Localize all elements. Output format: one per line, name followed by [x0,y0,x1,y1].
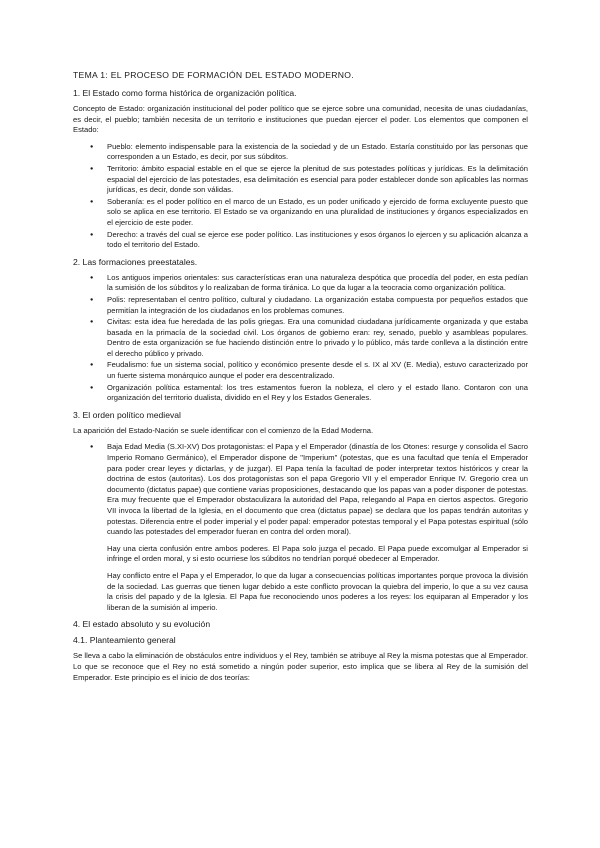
section-1-heading: 1. El Estado como forma histórica de organización política. [73,88,297,98]
section-2-heading: 2. Las formaciones preestatales. [73,256,198,267]
section-3-intro: La aparición del Estado-Nación se suele identificar con el comienzo de la Edad Moderna. [73,425,374,435]
list-item: ● Pueblo: elemento indispensable para la existencia de la sociedad y de un Estado. Estaría constituido por las personas que corresponden a un Estado, es decir, por sus súbditos. [107,142,528,163]
list-item: ● Territorio: ámbito espacial estable en el que se ejerce la plenitud de sus potestades políticas y jurídicas. Es la delimitación espacial del ejercicio de las potestades, esa delimitación es esencial para poder establecer donde son aplicables las normas jurídicas, es decir, donde son válidas. [107,164,528,196]
section-3-paragraph-2: Hay conflicto entre el Papa y el Emperador, lo que da lugar a consecuencias políticas importantes porque provoca la división de la sociedad. Las guerras que tienen lugar debido a este conflicto provocan la quiebra del imperio, lo que a su vez causa la crisis del papado y de la Iglesia. El Papa fue reconociendo unos poderes a los reyes: los equiparan al Emperador y los liberan de la sumisión al imperio. [107,570,528,612]
list-item: ● Derecho: a través del cual se ejerce ese poder político. Las instituciones y esos órganos lo ejercen y su aplicación alcanza a todo el territorio del Estado. [107,230,528,251]
list-item: ● Los antiguos imperios orientales: sus características eran una naturaleza despótica que procedía del poder, en esta pedían la sumisión de los súbditos y lo realizaban de forma tiránica. Lo que da lugar a la teocracia como organización política. [107,273,528,294]
section-3-heading: 3. El orden político medieval [73,409,181,420]
section-4-1-paragraph: Se lleva a cabo la eliminación de obstáculos entre individuos y el Rey, también se atribuye al Rey la misma potestas que al Emperador. Lo que se reconoce que el Rey no está sometido a ningún poder superior, esto implica que se libera al Rey de la sumisión del Emperador. Este principio es el inicio de dos teorías: [73,651,528,682]
section-3-paragraph-1: Hay una cierta confusión entre ambos poderes. El Papa solo juzga el pecado. El Papa puede excomulgar al Emperador si infringe el orden moral, y si esto ocurriese los súbditos no tendrían porqué obedecer al Emperador. [107,543,528,564]
section-4-1-heading: 4.1. Planteamiento general [73,635,176,646]
section-1-list [73,142,528,251]
list-item: ● Civitas: esta idea fue heredada de las polis griegas. Era una comunidad ciudadana jurídicamente organizada y que estaba basada en la primacía de la sociedad civil. Los órganos de gobierno eran: rey, senado, pueblo y asambleas populares. Dentro de esta organización se fue haciendo distinción entre lo privado y lo público, más tarde conlleva a la distinción entre el derecho público y privado. [107,317,528,359]
section-3-list [73,442,528,537]
section-1-intro: Concepto de Estado: organización institucional del poder político que se ejerce sobre una comunidad, necesita de unas ciudadanías, es decir, el pueblo; también necesita de un territorio e instituciones que puedan ejercer el poder. Los elementos que componen el Estado: [73,104,528,135]
list-item: ● Baja Edad Media (S.XI-XV) Dos protagonistas: el Papa y el Emperador (dinastía de los Otones: resurge y consolida el Sacro Imperio Romano Germánico), el Emperador dispone de "Imperium" (potestas, que es una facultad que tenía el Emperador para poder crear leyes y dictarlas, y de juzgar). El Papa tenía la facultad de poder interpretar textos históricos y crear la doctrina de estos (autoritas). Los dos protagonistas son el papa Gregorio VII y el emperador Enrique IV. Gregorio crea un documento (dictatus papae) que contiene varias proposiciones, destacando que los papas van a poder disponer de potestas. Era muy frecuente que el Emperador obstaculizara la autoridad del Papa, relegando al Papa en ciertos aspectos. Gregorio VII invoca la libertad de la Iglesia, en el documento que crea (dictatus papae) se declara que los papas tendrán autoritas y potestas. Diferencia entre el poder imperial y el poder papal: emperador potestas temporal y el Papa potestas espiritual (sólo cuando las potestades del emperador fueran en contra del orden moral). [107,442,528,537]
section-2-list [73,273,528,404]
document-title: TEMA 1: EL PROCESO DE FORMACIÓN DEL ESTADO MODERNO. [73,70,354,80]
list-item: ● Organización política estamental: los tres estamentos fueron la nobleza, el clero y el estado llano. Contaron con una organización del territorio dualista, dividido en el Rey y los Estados Generales. [107,383,528,404]
list-item: ● Polis: representaban el centro político, cultural y ciudadano. La organización estaba compuesta por pequeños estados que permitían la integración de los ciudadanos en los problemas comunes. [107,295,528,316]
list-item: ● Feudalismo: fue un sistema social, político y económico presente desde el s. IX al XV (E. Media), estuvo caracterizado por un fuerte sistema monárquico aunque el poder era descentralizado. [107,360,528,381]
section-4-heading: 4. El estado absoluto y su evolución [73,619,211,630]
list-item: ● Soberanía: es el poder político en el marco de un Estado, es un poder unificado y ejercido de forma excluyente puesto que solo se aplica en ese territorio. El Estado se va organizando en una pluralidad de instituciones y órganos especializados en el ejercicio de este poder. [107,197,528,229]
document-page [73,70,528,689]
